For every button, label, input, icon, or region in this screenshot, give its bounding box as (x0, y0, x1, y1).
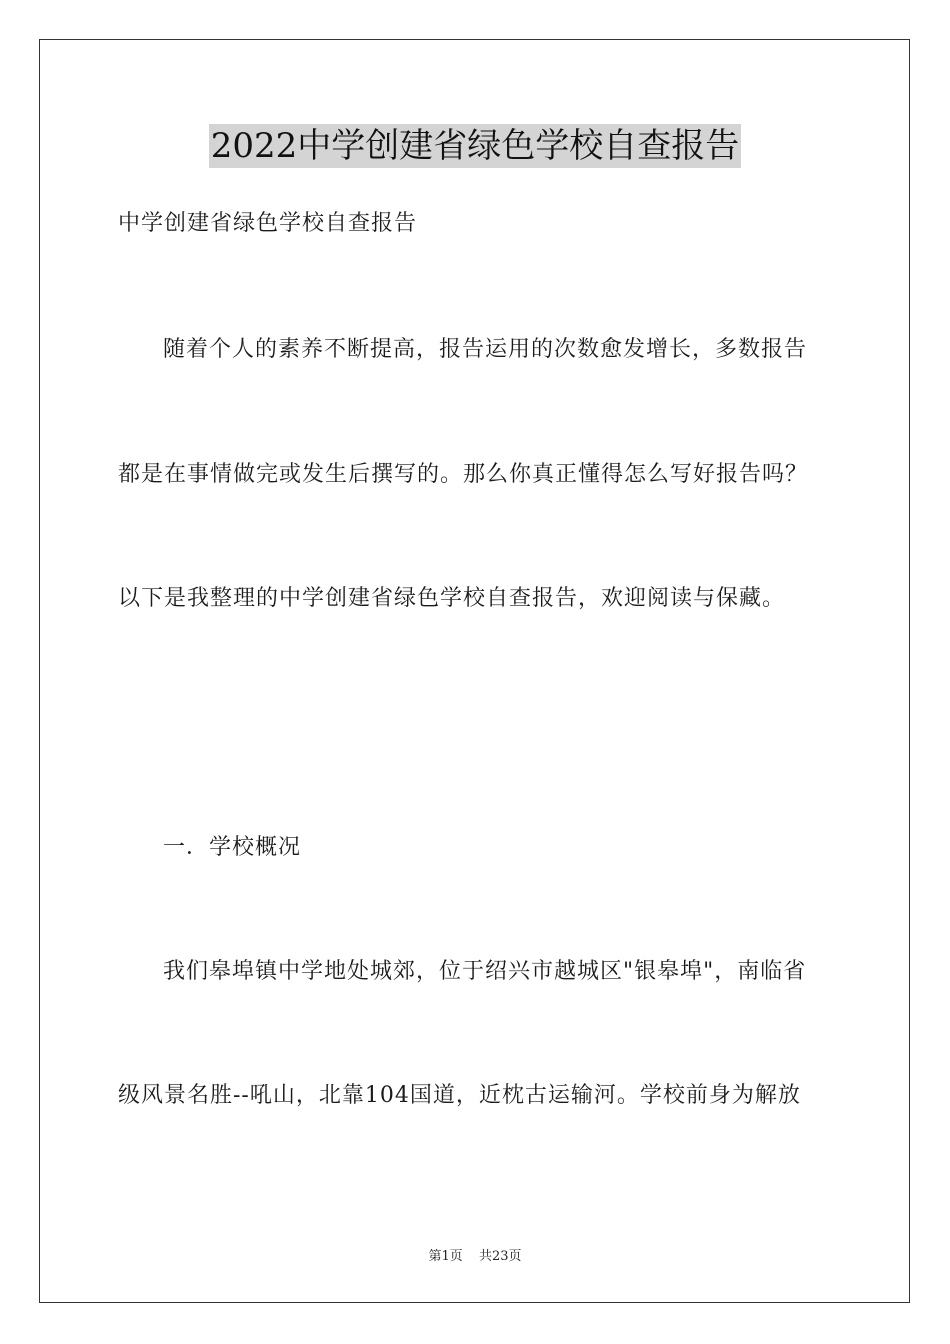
paragraph-line: 都是在事情做完或发生后撰写的。那么你真正懂得怎么写好报告吗？ (118, 462, 809, 487)
subtitle-line: 中学创建省绿色学校自查报告 (118, 211, 418, 236)
paragraph-line: 我们皋埠镇中学地处城郊，位于绍兴市越城区"银皋埠"，南临省 (163, 959, 807, 984)
page-number: 第1页 (428, 1249, 463, 1264)
paragraph-line: 级风景名胜--吼山，北靠104国道，近枕古运输河。学校前身为解放 (118, 1083, 801, 1108)
page-footer (0, 1248, 950, 1266)
paragraph-line: 以下是我整理的中学创建省绿色学校自查报告，欢迎阅读与保藏。 (118, 586, 786, 611)
page-total: 共23页 (478, 1249, 522, 1264)
paragraph-line: 随着个人的素养不断提高，报告运用的次数愈发增长，多数报告 (163, 337, 808, 362)
title-container (0, 124, 950, 168)
section-heading: 一．学校概况 (163, 835, 302, 860)
document-title: 2022中学创建省绿色学校自查报告 (210, 126, 740, 166)
